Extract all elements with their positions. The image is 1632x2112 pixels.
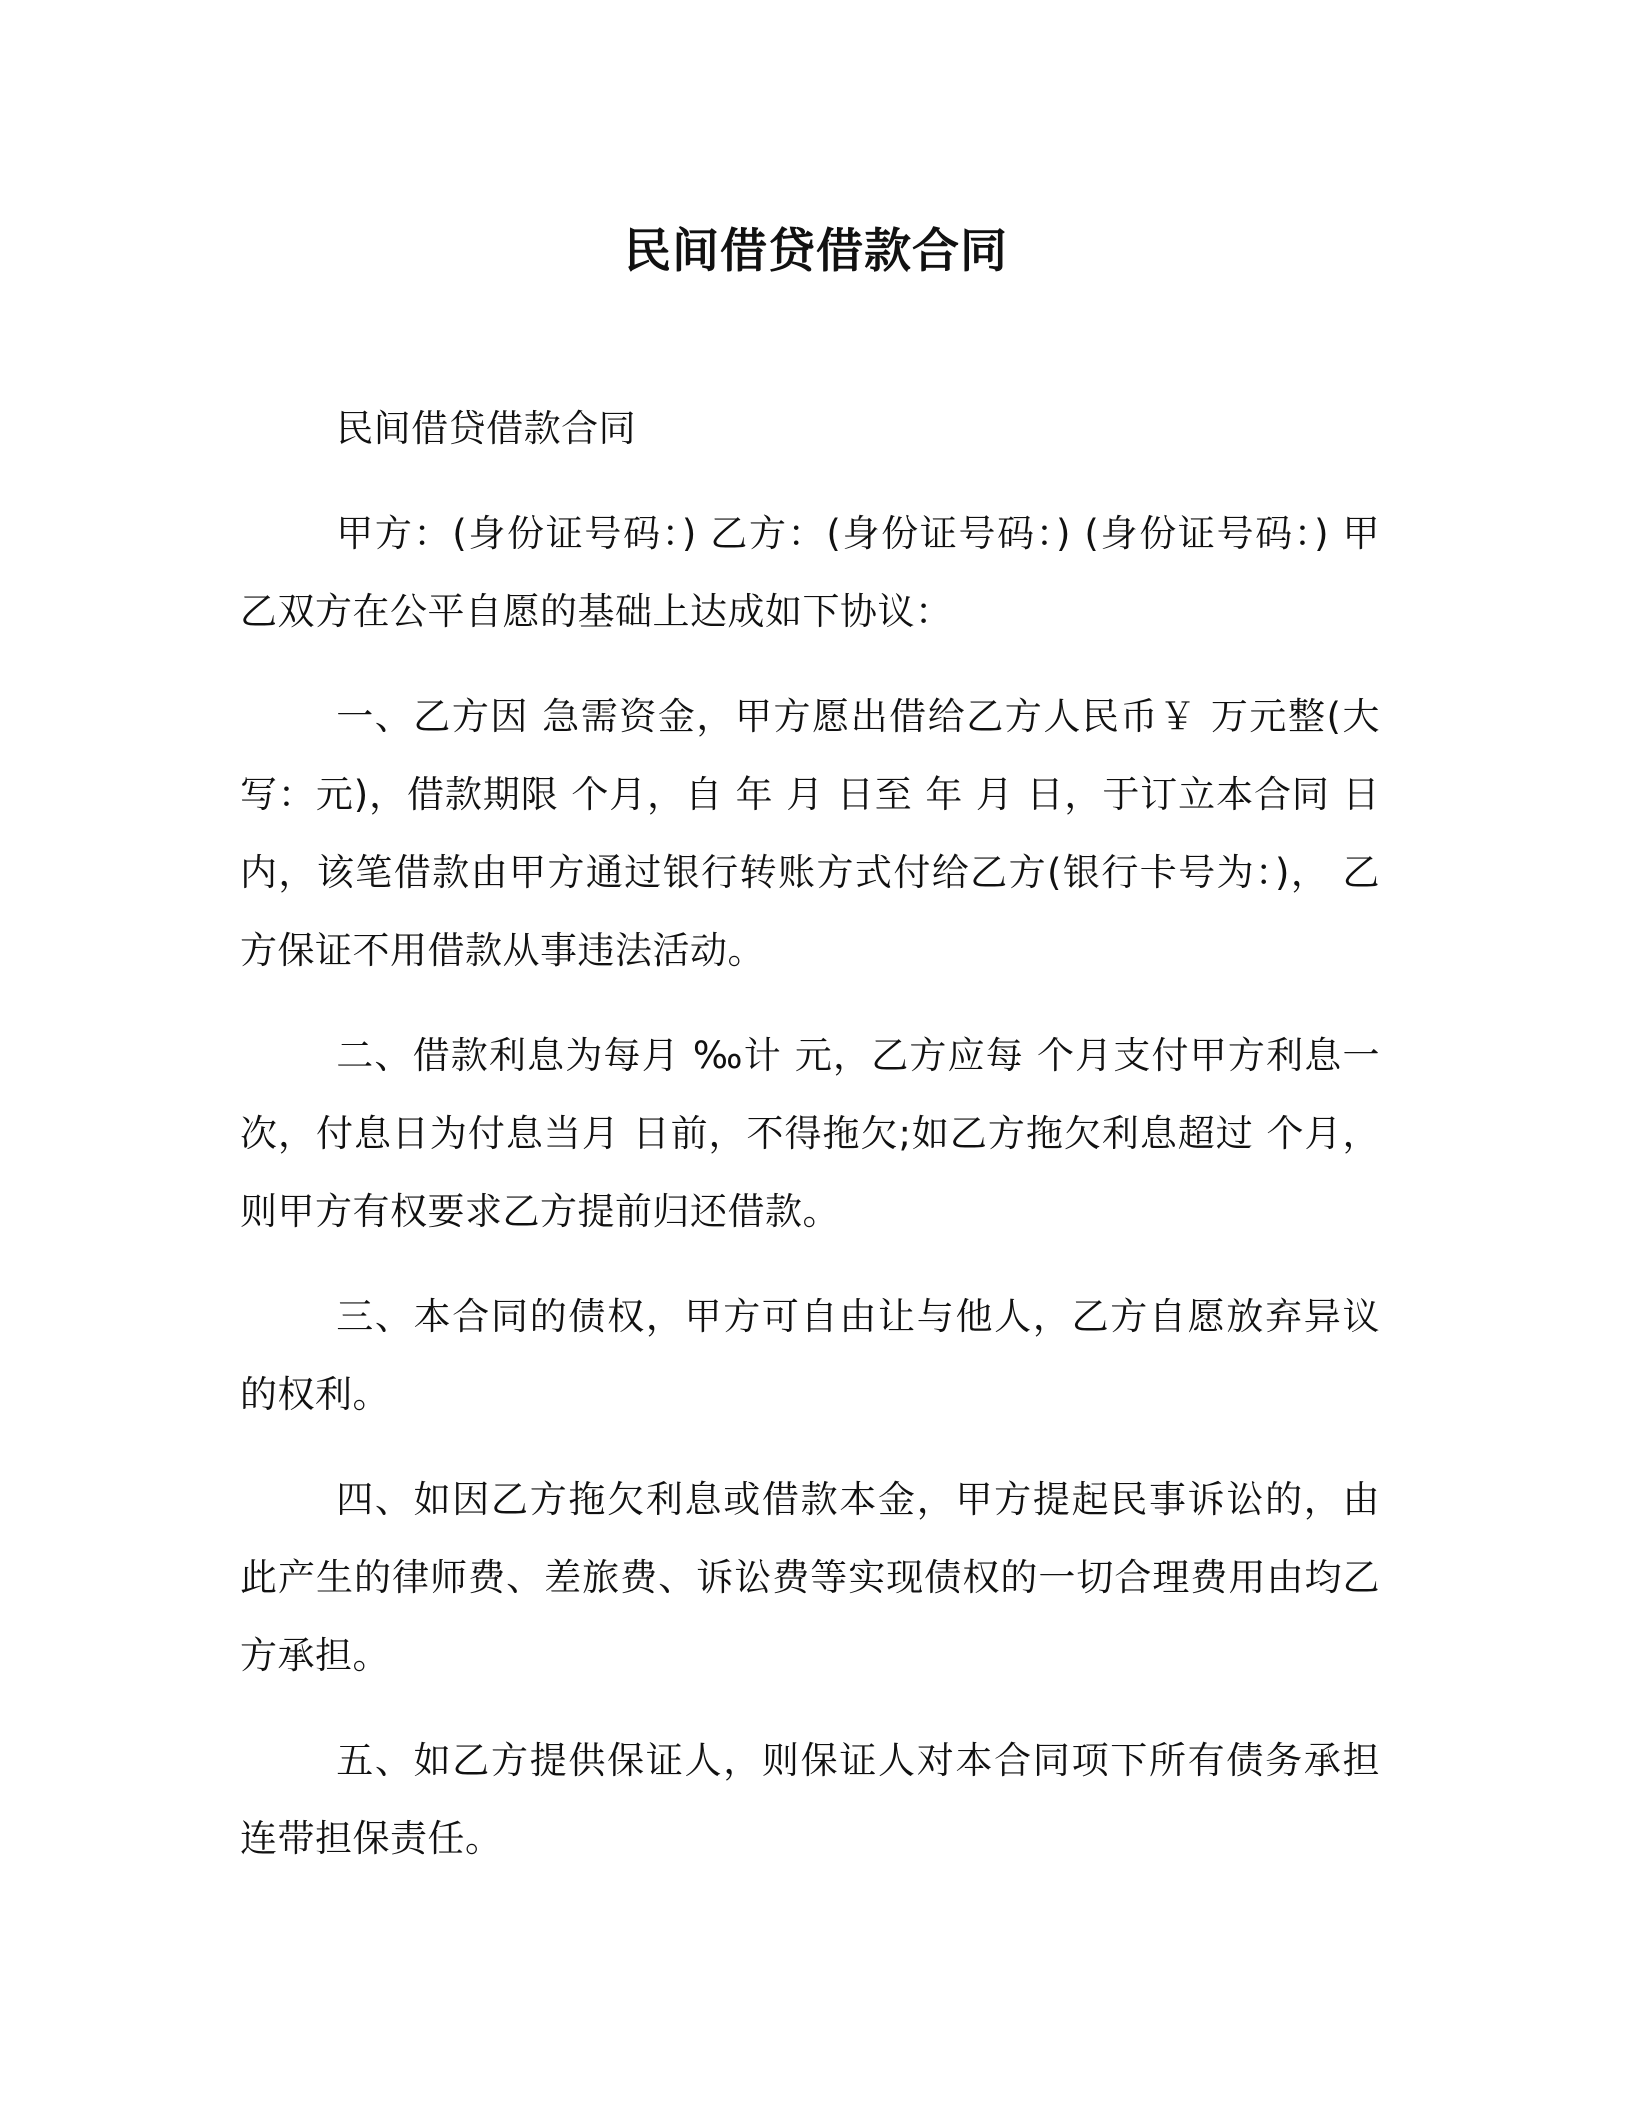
paragraph-clause-3: 三、本合同的债权，甲方可自由让与他人，乙方自愿放弃异议的权利。 [240,1295,1380,1416]
paragraph-clause-4: 四、如因乙方拖欠利息或借款本金，甲方提起民事诉讼的，由此产生的律师费、差旅费、诉讼费等实现债权的一切合理费用由均乙方承担。 [240,1478,1380,1677]
paragraph-clause-2: 二、借款利息为每月 ‰计 元，乙方应每 个月支付甲方利息一次，付息日为付息当月 日前，不得拖欠;如乙方拖欠利息超过 个月，则甲方有权要求乙方提前归还借款。 [240,1034,1380,1233]
document-subtitle: 民间借贷借款合同 [336,407,637,450]
paragraph-clause-5: 五、如乙方提供保证人，则保证人对本合同项下所有债务承担连带担保责任。 [240,1739,1380,1860]
document-title: 民间借贷借款合同 [624,224,1008,279]
document-body [240,390,1380,1878]
paragraph-clause-1: 一、乙方因 急需资金，甲方愿出借给乙方人民币￥ 万元整(大写：元)，借款期限 个月，自 年 月 日至 年 月 日，于订立本合同 日内，该笔借款由甲方通过银行转账方式付给乙方(银行卡号为：)， 乙方保证不用借款从事违法活动。 [240,695,1380,972]
paragraph-parties: 甲方：(身份证号码：) 乙方：(身份证号码：) (身份证号码：) 甲乙双方在公平自愿的基础上达成如下协议： [240,512,1380,633]
